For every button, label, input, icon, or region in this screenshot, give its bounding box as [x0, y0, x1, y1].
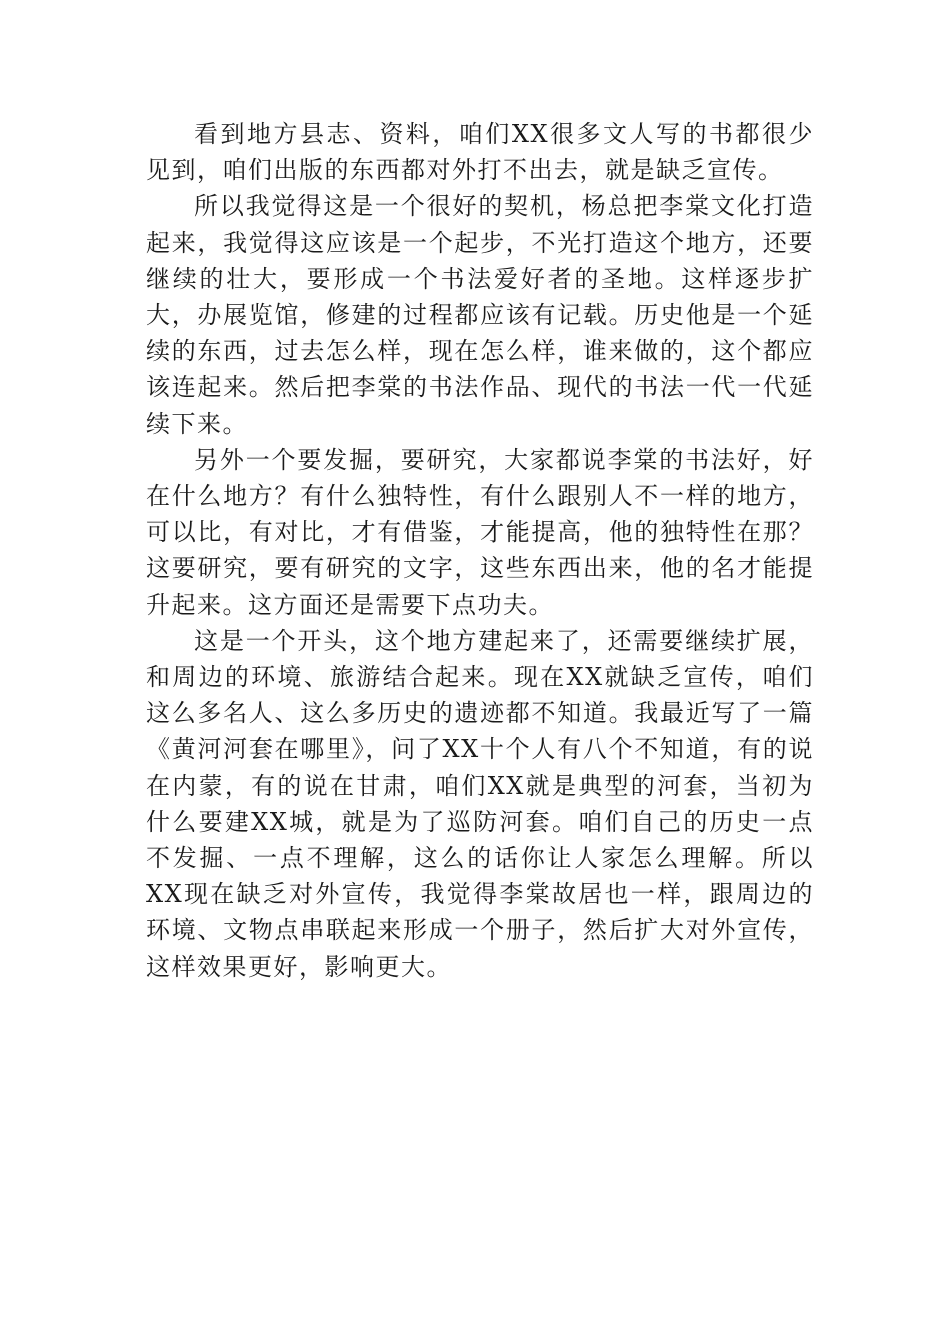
paragraph-4: 这是一个开头，这个地方建起来了，还需要继续扩展，和周边的环境、旅游结合起来。现在XX就缺乏宣传，咱们这么多名人、这么多历史的遗迹都不知道。我最近写了一篇《黄河河套在哪里》，问了XX十个人有八个不知道，有的说在内蒙，有的说在甘肃，咱们XX就是典型的河套，当初为什么要建XX城，就是为了巡防河套。咱们自己的历史一点不发掘、一点不理解，这么的话你让人家怎么理解。所以XX现在缺乏对外宣传，我觉得李棠故居也一样，跟周边的环境、文物点串联起来形成一个册子，然后扩大对外宣传，这样效果更好，影响更大。: [146, 626, 814, 981]
paragraph-2: 所以我觉得这是一个很好的契机，杨总把李棠文化打造起来，我觉得这应该是一个起步，不光打造这个地方，还要继续的壮大，要形成一个书法爱好者的圣地。这样逐步扩大，办展览馆，修建的过程都应该有记载。历史他是一个延续的东西，过去怎么样，现在怎么样，谁来做的，这个都应该连起来。然后把李棠的书法作品、现代的书法一代一代延续下来。: [146, 192, 814, 438]
paragraph-1: 看到地方县志、资料，咱们XX很多文人写的书都很少见到，咱们出版的东西都对外打不出去，就是缺乏宣传。: [146, 120, 814, 185]
document-body: [146, 116, 814, 985]
paragraph-3: 另外一个要发掘，要研究，大家都说李棠的书法好，好在什么地方？有什么独特性，有什么跟别人不一样的地方，可以比，有对比，才有借鉴，才能提高，他的独特性在那？这要研究，要有研究的文字，这些东西出来，他的名才能提升起来。这方面还是需要下点功夫。: [146, 445, 814, 619]
